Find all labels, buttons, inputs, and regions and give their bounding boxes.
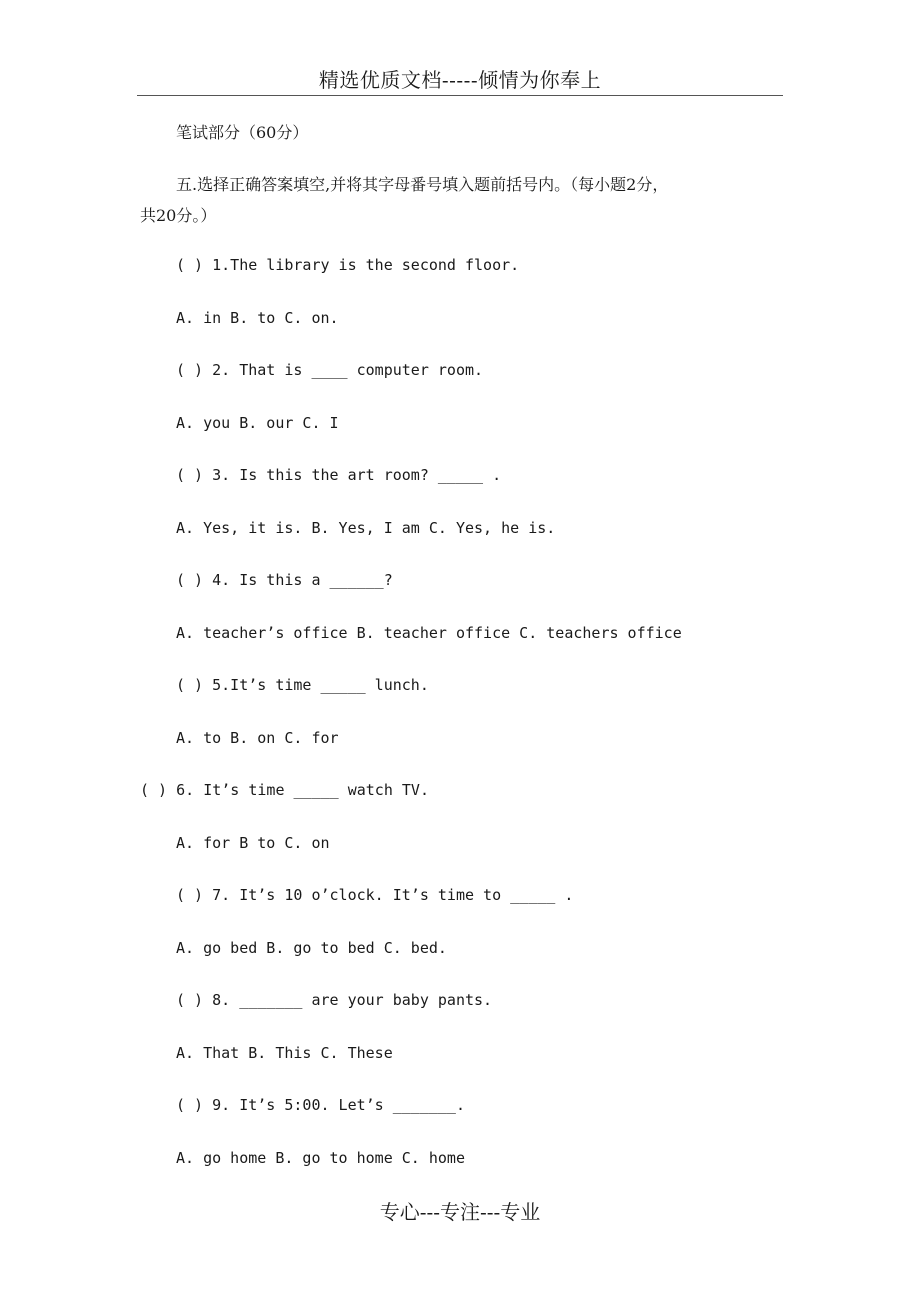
question-1-stem: ( ) 1.The library is the second floor. (176, 256, 520, 274)
footer-text: 专心---专注---专业 (379, 1200, 541, 1224)
question-7-stem: ( ) 7. It’s 10 o’clock. It’s time to _____ . (176, 886, 574, 904)
question-6-stem: ( ) 6. It’s time _____ watch TV. (140, 781, 429, 799)
question-5-options: A. to B. on C. for (176, 729, 339, 747)
header-divider (137, 95, 783, 96)
instruction-line-2: 共20分。） (140, 206, 217, 225)
question-5-stem: ( ) 5.It’s time _____ lunch. (176, 676, 429, 694)
question-7-options: A. go bed B. go to bed C. bed. (176, 939, 447, 957)
question-2-stem: ( ) 2. That is ____ computer room. (176, 361, 484, 379)
question-8-stem: ( ) 8. _______ are your baby pants. (176, 991, 493, 1009)
question-3-stem: ( ) 3. Is this the art room? _____ . (176, 466, 502, 484)
header-title: 精选优质文档-----倾情为你奉上 (318, 68, 602, 92)
section-title: 笔试部分（60分） (176, 123, 309, 142)
instruction-line-1: 五.选择正确答案填空,并将其字母番号填入题前括号内。（每小题2分， (176, 175, 669, 194)
question-9-options: A. go home B. go to home C. home (176, 1149, 465, 1167)
question-6-options: A. for B to C. on (176, 834, 330, 852)
question-4-options: A. teacher’s office B. teacher office C. teachers office (176, 624, 682, 642)
question-3-options: A. Yes, it is. B. Yes, I am C. Yes, he is. (176, 519, 556, 537)
question-9-stem: ( ) 9. It’s 5:00. Let’s _______. (176, 1096, 465, 1114)
question-1-options: A. in B. to C. on. (176, 309, 339, 327)
question-8-options: A. That B. This C. These (176, 1044, 393, 1062)
question-4-stem: ( ) 4. Is this a ______? (176, 571, 393, 589)
question-2-options: A. you B. our C. I (176, 414, 339, 432)
